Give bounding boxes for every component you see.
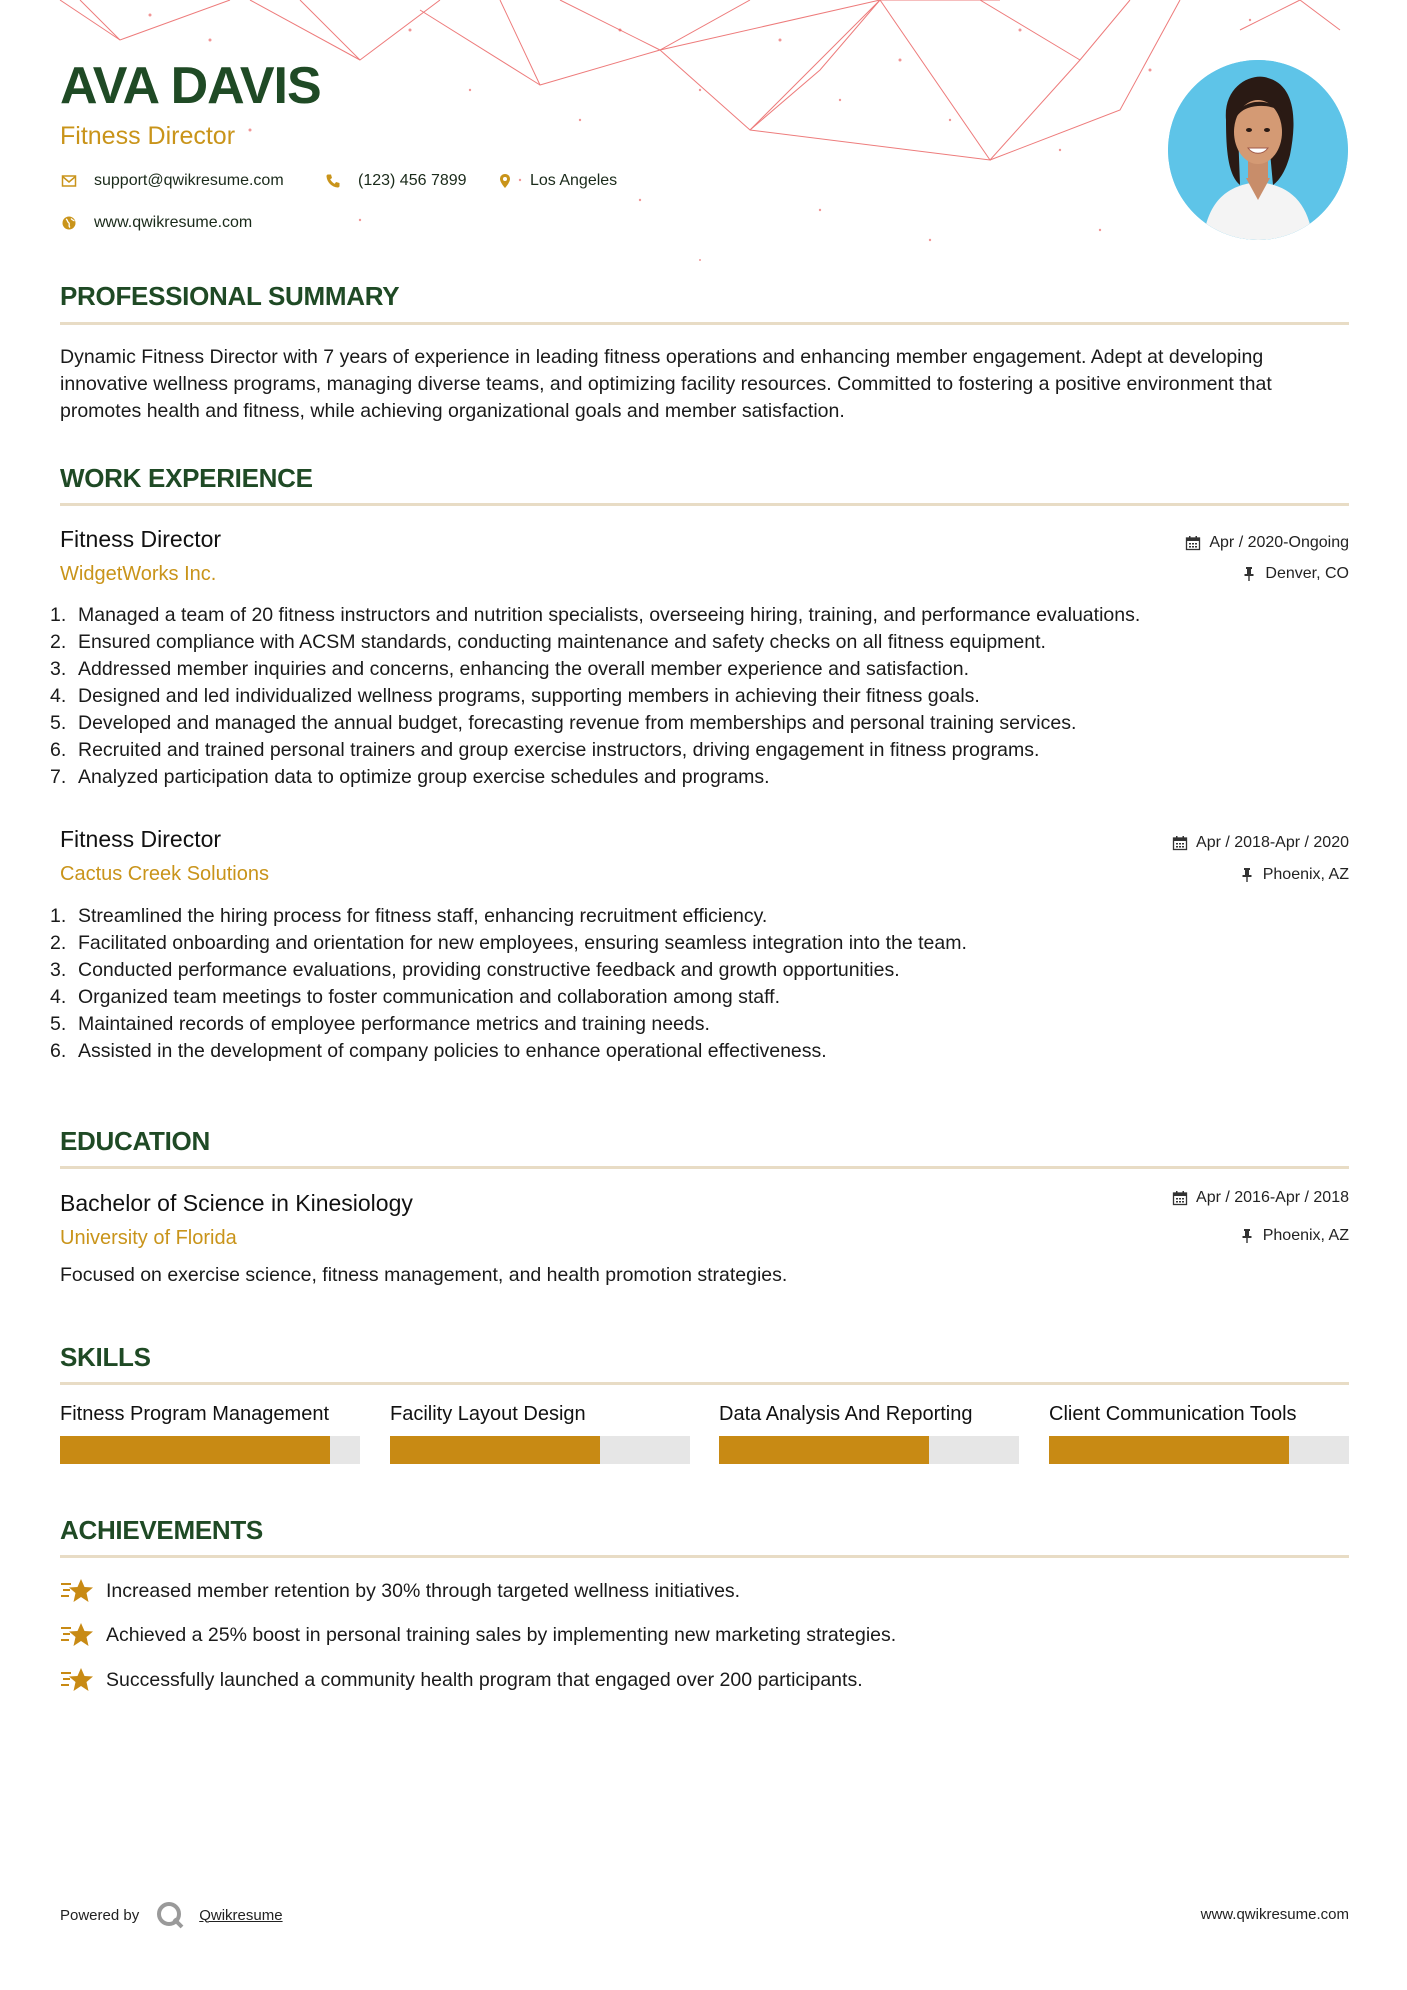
achievement-text: Successfully launched a community health program that engaged over 200 participants.: [106, 1668, 863, 1691]
map-pin-icon: [496, 172, 514, 190]
footer-website[interactable]: www.qwikresume.com: [1200, 1906, 1349, 1923]
skill-bar: [390, 1436, 690, 1464]
job-title: Fitness Director: [60, 526, 222, 552]
section-heading-education: EDUCATION: [60, 1126, 210, 1156]
achievement-item: [60, 1665, 863, 1695]
job-title: Fitness Director: [60, 826, 222, 852]
job-company: WidgetWorks Inc.: [60, 563, 217, 585]
section-heading-experience: WORK EXPERIENCE: [60, 463, 313, 493]
list-item: 2. Facilitated onboarding and orientation for new employees, ensuring seamless integration into the team.: [50, 932, 967, 954]
calendar-icon: [1185, 535, 1201, 551]
list-item: 6. Assisted in the development of company policies to enhance operational effectiveness.: [50, 1040, 827, 1062]
list-item: 5. Developed and managed the annual budget, forecasting revenue from memberships and personal training services.: [50, 712, 1077, 734]
skill-item: [1049, 1403, 1349, 1464]
skill-label: Fitness Program Management: [60, 1403, 330, 1425]
education-school: University of Florida: [60, 1227, 237, 1249]
list-item: 5. Maintained records of employee performance metrics and training needs.: [50, 1013, 710, 1035]
job-location-text: Phoenix, AZ: [1262, 866, 1349, 883]
job-dates: [1172, 834, 1349, 852]
email-text: support@qwikresume.com: [94, 172, 284, 189]
education-dates: [1172, 1189, 1349, 1207]
job-location-text: Denver, CO: [1265, 565, 1349, 582]
qwikresume-logo-icon: [155, 1900, 185, 1930]
job-dates-text: Apr / 2018-Apr / 2020: [1196, 834, 1349, 851]
list-item: 4. Designed and led individualized wellness programs, supporting members in achieving their fitness goals.: [50, 685, 980, 707]
skill-item: [390, 1403, 690, 1464]
skill-item: [719, 1403, 1019, 1464]
education-location: [1239, 1227, 1349, 1245]
location-text: Los Angeles: [530, 172, 618, 189]
job-location: [1241, 565, 1349, 583]
achievement-text: Increased member retention by 30% through targeted wellness initiatives.: [106, 1579, 741, 1602]
contact-email[interactable]: [60, 172, 284, 190]
job-company: Cactus Creek Solutions: [60, 863, 269, 885]
skill-label: Data Analysis And Reporting: [719, 1403, 973, 1425]
list-item: 4. Organized team meetings to foster communication and collaboration among staff.: [50, 986, 781, 1008]
education-description: Focused on exercise science, fitness management, and health promotion strategies.: [60, 1264, 788, 1286]
phone-text: (123) 456 7899: [358, 172, 467, 189]
skill-bar: [1049, 1436, 1349, 1464]
section-heading-summary: PROFESSIONAL SUMMARY: [60, 281, 400, 311]
shooting-star-icon: [60, 1665, 94, 1695]
profile-photo: [1168, 60, 1348, 240]
list-item: 3. Addressed member inquiries and concerns, enhancing the overall member experience and satisfaction.: [50, 658, 969, 680]
skill-label: Client Communication Tools: [1049, 1403, 1297, 1425]
list-item: 1. Streamlined the hiring process for fitness staff, enhancing recruitment efficiency.: [50, 905, 768, 927]
calendar-icon: [1172, 1190, 1188, 1206]
education-degree: Bachelor of Science in Kinesiology: [60, 1190, 413, 1216]
skill-bar-fill: [1049, 1436, 1289, 1464]
contact-phone[interactable]: [324, 172, 467, 190]
section-divider: [60, 1555, 1349, 1558]
skill-item: [60, 1403, 360, 1464]
website-text: www.qwikresume.com: [94, 214, 253, 231]
candidate-title: Fitness Director: [60, 122, 236, 150]
skill-bar-fill: [60, 1436, 330, 1464]
skill-bar: [60, 1436, 360, 1464]
job-responsibilities-list: [50, 602, 1350, 791]
section-divider: [60, 1382, 1349, 1385]
phone-icon: [324, 172, 342, 190]
list-item: 6. Recruited and trained personal trainers and group exercise instructors, driving engagement in fitness programs.: [50, 739, 1040, 761]
calendar-icon: [1172, 835, 1188, 851]
job-dates-text: Apr / 2020-Ongoing: [1209, 534, 1349, 551]
contact-website[interactable]: [60, 214, 252, 232]
pushpin-icon: [1241, 566, 1257, 582]
envelope-icon: [60, 172, 78, 190]
globe-icon: [60, 214, 78, 232]
pushpin-icon: [1239, 867, 1255, 883]
job-responsibilities-list: [50, 903, 1350, 1065]
skill-bar-fill: [719, 1436, 929, 1464]
list-item: 7. Analyzed participation data to optimize group exercise schedules and programs.: [50, 766, 770, 788]
shooting-star-icon: [60, 1620, 94, 1650]
pushpin-icon: [1239, 1228, 1255, 1244]
qwikresume-link[interactable]: Qwikresume: [199, 1906, 283, 1924]
powered-by-label: Powered by: [60, 1906, 140, 1924]
candidate-name: AVA DAVIS: [60, 57, 321, 115]
section-heading-skills: SKILLS: [60, 1342, 151, 1372]
list-item: 2. Ensured compliance with ACSM standards, conducting maintenance and safety checks on all fitness equipment.: [50, 631, 1046, 653]
achievement-item: [60, 1620, 896, 1650]
achievement-item: [60, 1576, 740, 1606]
job-dates: [1185, 534, 1349, 552]
section-divider: [60, 1166, 1349, 1169]
skill-bar-fill: [390, 1436, 600, 1464]
contact-location: [496, 172, 617, 190]
list-item: 3. Conducted performance evaluations, providing constructive feedback and growth opportunities.: [50, 959, 900, 981]
job-location: [1239, 866, 1349, 884]
summary-text: Dynamic Fitness Director with 7 years of experience in leading fitness operations and enhancing member engagement. Adept at developing innovative wellness programs, managing diverse teams, and optimizing facility resources. Committed to fostering a positive environment that promotes health and fitness, while achieving organizational goals and member satisfaction.: [60, 346, 1272, 422]
shooting-star-icon: [60, 1576, 94, 1606]
education-location-text: Phoenix, AZ: [1262, 1227, 1349, 1244]
section-divider: [60, 503, 1349, 506]
footer-powered-by: [60, 1900, 283, 1930]
list-item: 1. Managed a team of 20 fitness instructors and nutrition specialists, overseeing hiring, training, and performance evaluations.: [50, 604, 1141, 626]
skill-bar: [719, 1436, 1019, 1464]
achievement-text: Achieved a 25% boost in personal training sales by implementing new marketing strategies.: [106, 1623, 897, 1646]
education-dates-text: Apr / 2016-Apr / 2018: [1196, 1189, 1349, 1206]
section-divider: [60, 322, 1349, 325]
skill-label: Facility Layout Design: [390, 1403, 586, 1425]
section-heading-achievements: ACHIEVEMENTS: [60, 1515, 263, 1545]
